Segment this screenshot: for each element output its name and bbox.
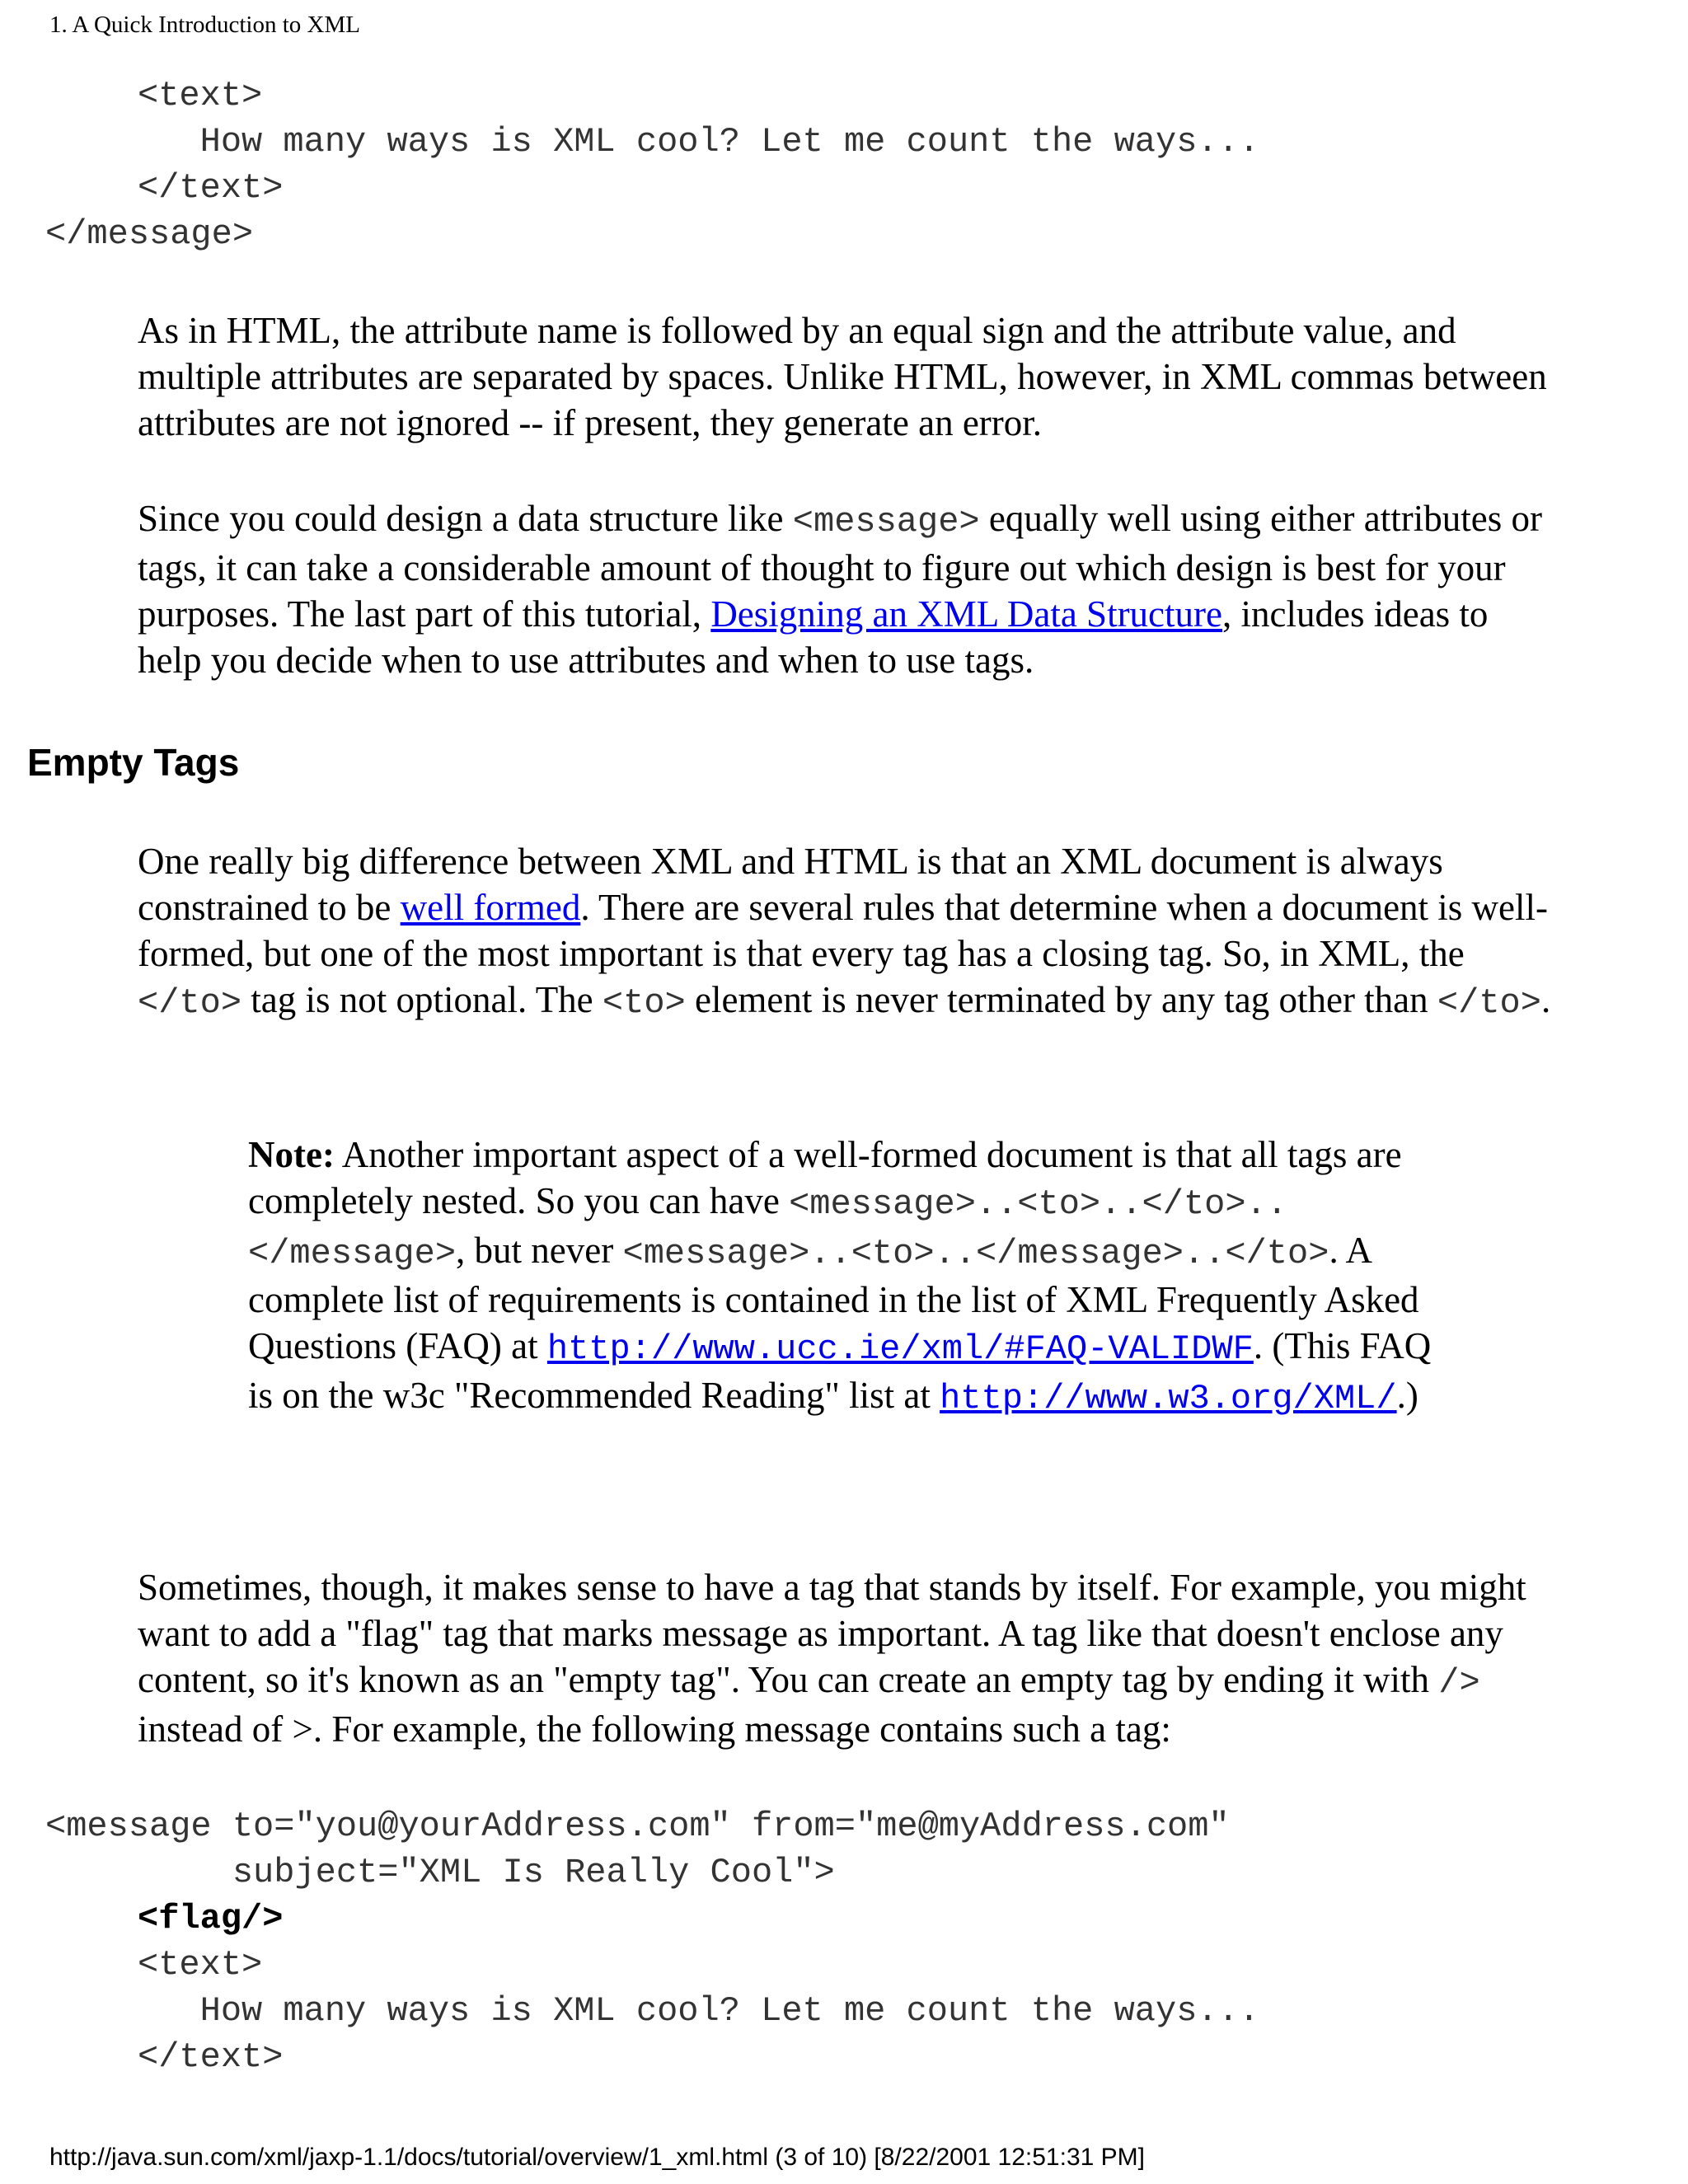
- text-run: . A complete list of requirements is contained in the list of XML Frequently Asked Questions (FAQ) at: [248, 1230, 1419, 1366]
- note-block: [248, 1132, 1435, 1422]
- w3c-xml-link[interactable]: http://www.w3.org/XML/: [940, 1379, 1397, 1418]
- text-run: . (This FAQ is on the w3c "Recommended Reading" list at: [248, 1325, 1432, 1416]
- code-line: <message to="you@yourAddress.com" from="me@myAddress.com": [45, 1807, 1230, 1846]
- inline-code: <message>..<to>..</to>..</message>: [248, 1184, 1287, 1273]
- section-heading-empty-tags: Empty Tags: [27, 741, 240, 784]
- code-line: </message>: [45, 214, 254, 254]
- running-head: 1. A Quick Introduction to XML: [49, 12, 360, 38]
- faq-link[interactable]: http://www.ucc.ie/xml/#FAQ-VALIDWF: [546, 1329, 1254, 1369]
- inline-code: />: [1438, 1663, 1480, 1703]
- code-block-top: [45, 73, 1260, 257]
- text-run: Another important aspect of a well-formed document is that all tags are completely nested. So you can have: [248, 1134, 1402, 1221]
- well-formed-link[interactable]: well formed: [400, 887, 581, 928]
- text-run: Since you could design a data structure like: [138, 498, 793, 539]
- paragraph-well-formed: [138, 838, 1555, 1026]
- code-line: </text>: [138, 168, 284, 208]
- inline-code: </to>: [138, 983, 242, 1023]
- text-run: element is never terminated by any tag other than: [685, 979, 1437, 1020]
- text-run: equally well using either attributes or tags, it can take a considerable amount of thought to figure out which design is best for your purposes. The last part of this tutorial,: [138, 498, 1542, 635]
- inline-code: <to>: [602, 983, 686, 1023]
- code-line: subject="XML Is Really Cool">: [45, 1853, 835, 1892]
- note-label: Note:: [248, 1134, 335, 1175]
- code-block-bottom: [45, 1803, 1322, 2080]
- paragraph-design: [138, 495, 1555, 683]
- text-run: Sometimes, though, it makes sense to have a tag that stands by itself. For example, you might want to add a "flag" tag that marks message as important. A tag like that doesn't enclose any content, so it's known as an "empty tag". You can create an empty tag by ending it with: [138, 1567, 1526, 1700]
- paragraph-attributes: As in HTML, the attribute name is followed by an equal sign and the attribute value, and multiple attributes are separated by spaces. Unlike HTML, however, in XML commas between attributes are not ignored -- if present, they generate an error.: [138, 310, 1547, 443]
- inline-code: </to>: [1437, 983, 1541, 1023]
- text-run: .: [1540, 979, 1551, 1020]
- code-line-flag: <flag/>: [138, 1899, 284, 1938]
- text-run: , includes ideas to help you decide when to use attributes and when to use tags.: [138, 593, 1489, 681]
- text-run: .): [1396, 1375, 1418, 1416]
- code-line: How many ways is XML cool? Let me count the ways...: [138, 1991, 1260, 2031]
- text-run: , but never: [456, 1230, 623, 1271]
- text-run: instead of >. For example, the following message contains such a tag:: [138, 1708, 1171, 1750]
- page-footer-url: http://java.sun.com/xml/jaxp-1.1/docs/tutorial/overview/1_xml.html (3 of 10) [8/22/2001 12:51:31 PM]: [49, 2144, 1145, 2171]
- paragraph-empty-tag: [138, 1564, 1555, 1752]
- inline-code: <message>: [792, 502, 980, 541]
- designing-xml-link[interactable]: Designing an XML Data Structure: [710, 593, 1222, 635]
- inline-code: <message>..<to>..</message>..</to>: [622, 1234, 1329, 1273]
- text-run: One really big difference between XML and HTML is that an XML document is always constrained to be: [138, 841, 1443, 928]
- text-run: . There are several rules that determine when a document is well-formed, but one of the most important is that every tag has a closing tag. So, in XML, the: [138, 887, 1549, 974]
- code-line: <text>: [138, 1945, 263, 1985]
- code-line: <text>: [138, 76, 263, 115]
- code-line: How many ways is XML cool? Let me count the ways...: [138, 122, 1260, 162]
- text-run: tag is not optional. The: [241, 979, 603, 1020]
- code-line: </text>: [138, 2037, 284, 2077]
